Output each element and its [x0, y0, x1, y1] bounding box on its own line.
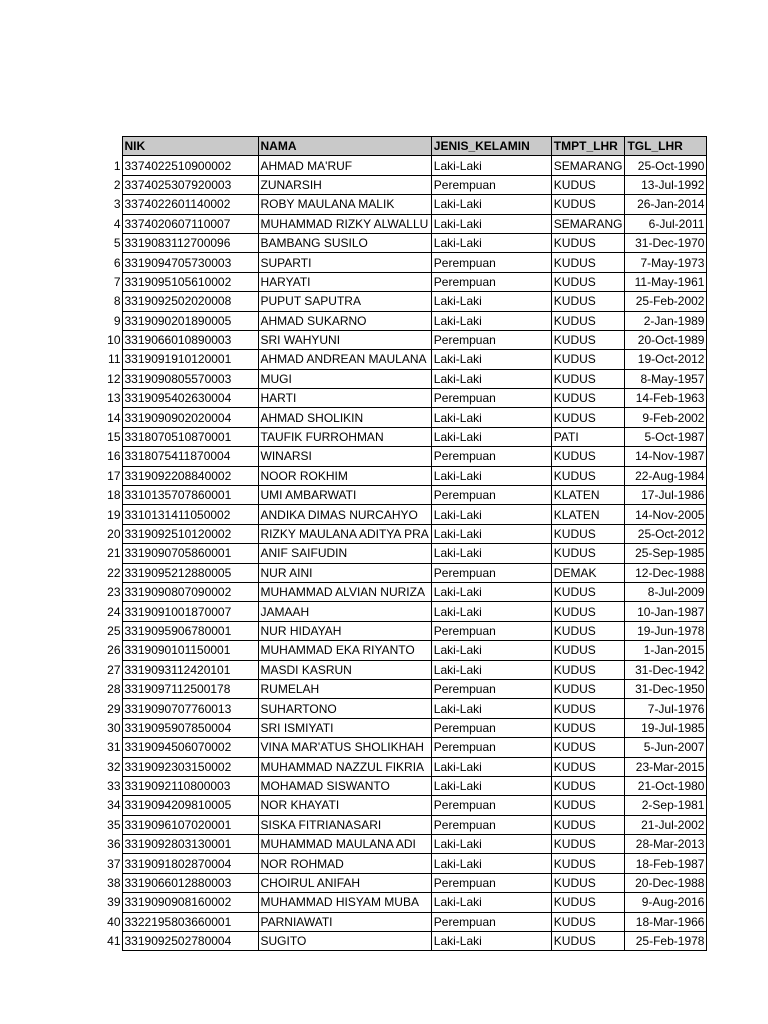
cell-nik[interactable]: 3319090807090002	[122, 582, 258, 601]
cell-nama[interactable]: TAUFIK FURROHMAN	[258, 427, 431, 446]
cell-nama[interactable]: SISKA FITRIANASARI	[258, 815, 431, 834]
cell-tgl-lhr[interactable]: 11-May-1961	[625, 272, 707, 291]
cell-nama[interactable]: MUHAMMAD EKA RIYANTO	[258, 641, 431, 660]
cell-nama[interactable]: ROBY MAULANA MALIK	[258, 195, 431, 214]
table-row	[100, 835, 707, 854]
table-row	[100, 854, 707, 873]
cell-nik[interactable]: 3319092803130001	[122, 835, 258, 854]
header-tgl-lhr[interactable]: TGL_LHR	[625, 137, 707, 156]
cell-nama[interactable]: PARNIAWATI	[258, 912, 431, 931]
cell-nama[interactable]: AHMAD SHOLIKIN	[258, 408, 431, 427]
cell-tmpt-lhr[interactable]: KLATEN	[551, 505, 625, 524]
cell-nama[interactable]: MASDI KASRUN	[258, 660, 431, 679]
cell-nama[interactable]: AHMAD MA'RUF	[258, 156, 431, 175]
cell-tgl-lhr[interactable]: 7-May-1973	[625, 253, 707, 272]
cell-nik[interactable]: 3322195803660001	[122, 912, 258, 931]
cell-nama[interactable]: SUGITO	[258, 932, 431, 951]
cell-jenis-kelamin[interactable]: Laki-Laki	[431, 233, 551, 252]
row-number: 36	[107, 837, 121, 852]
cell-nik[interactable]: 3319083112700096	[122, 233, 258, 252]
cell-jenis-kelamin[interactable]: Laki-Laki	[431, 699, 551, 718]
cell-nik[interactable]: 3319093112420101	[122, 660, 258, 679]
row-number: 26	[107, 643, 121, 658]
cell-tgl-lhr[interactable]: 2-Jan-1989	[625, 311, 707, 330]
cell-tmpt-lhr[interactable]: KUDUS	[551, 369, 625, 388]
row-number: 16	[107, 449, 121, 464]
cell-tmpt-lhr[interactable]: KUDUS	[551, 544, 625, 563]
row-number: 37	[107, 856, 121, 871]
table-row	[100, 932, 707, 951]
cell-tmpt-lhr[interactable]: KUDUS	[551, 292, 625, 311]
cell-nik[interactable]: 3319097112500178	[122, 679, 258, 698]
row-number: 7	[113, 274, 121, 289]
cell-tgl-lhr[interactable]: 22-Aug-1984	[625, 466, 707, 485]
cell-nik[interactable]: 3319066012880003	[122, 873, 258, 892]
row-number: 35	[107, 817, 121, 832]
row-number: 34	[107, 798, 121, 813]
row-number: 6	[113, 255, 121, 270]
row-number: 10	[107, 333, 121, 348]
cell-nama[interactable]: MUHAMMAD NAZZUL FIKRIA	[258, 757, 431, 776]
table-row	[100, 563, 707, 582]
cell-tgl-lhr[interactable]: 1-Jan-2015	[625, 641, 707, 660]
cell-nama[interactable]: SUHARTONO	[258, 699, 431, 718]
table-row	[100, 660, 707, 679]
table-row	[100, 389, 707, 408]
cell-nik[interactable]: 3319092208840002	[122, 466, 258, 485]
cell-nama[interactable]: AHMAD SUKARNO	[258, 311, 431, 330]
cell-jenis-kelamin[interactable]: Perempuan	[431, 175, 551, 194]
cell-nama[interactable]: NUR AINI	[258, 563, 431, 582]
cell-nik[interactable]: 3319090805570003	[122, 369, 258, 388]
cell-nik[interactable]: 3319066010890003	[122, 330, 258, 349]
cell-nik[interactable]: 3319095212880005	[122, 563, 258, 582]
cell-tmpt-lhr[interactable]: KLATEN	[551, 486, 625, 505]
row-number: 8	[113, 294, 121, 309]
cell-nama[interactable]: ZUNARSIH	[258, 175, 431, 194]
table-row	[100, 738, 707, 757]
table-row	[100, 253, 707, 272]
cell-tmpt-lhr[interactable]: KUDUS	[551, 195, 625, 214]
cell-nik[interactable]: 3319095907850004	[122, 718, 258, 737]
cell-tmpt-lhr[interactable]: KUDUS	[551, 738, 625, 757]
cell-jenis-kelamin[interactable]: Laki-Laki	[431, 854, 551, 873]
cell-nik[interactable]: 3319092303150002	[122, 757, 258, 776]
table-row	[100, 524, 707, 543]
cell-tgl-lhr[interactable]: 25-Sep-1985	[625, 544, 707, 563]
cell-jenis-kelamin[interactable]: Perempuan	[431, 272, 551, 291]
row-number: 4	[113, 216, 121, 231]
cell-nama[interactable]: HARTI	[258, 389, 431, 408]
cell-jenis-kelamin[interactable]: Perempuan	[431, 679, 551, 698]
cell-nik[interactable]: 3319095402630004	[122, 389, 258, 408]
cell-tgl-lhr[interactable]: 31-Dec-1942	[625, 660, 707, 679]
cell-nik[interactable]: 3319096107020001	[122, 815, 258, 834]
row-number: 1	[113, 158, 121, 173]
row-number: 23	[107, 585, 121, 600]
cell-nama[interactable]: MUHAMMAD HISYAM MUBA	[258, 893, 431, 912]
table-row	[100, 175, 707, 194]
cell-nama[interactable]: WINARSI	[258, 447, 431, 466]
row-number: 19	[107, 507, 121, 522]
table-row	[100, 796, 707, 815]
cell-tgl-lhr[interactable]: 14-Nov-1987	[625, 447, 707, 466]
table-row	[100, 582, 707, 601]
cell-tmpt-lhr[interactable]: KUDUS	[551, 679, 625, 698]
cell-tgl-lhr[interactable]: 18-Mar-1966	[625, 912, 707, 931]
cell-nik[interactable]: 3374020607110007	[122, 214, 258, 233]
row-number: 12	[107, 371, 121, 386]
cell-tgl-lhr[interactable]: 8-May-1957	[625, 369, 707, 388]
cell-nama[interactable]: NOOR ROKHIM	[258, 466, 431, 485]
cell-tmpt-lhr[interactable]: KUDUS	[551, 912, 625, 931]
cell-tgl-lhr[interactable]: 10-Jan-1987	[625, 602, 707, 621]
cell-tgl-lhr[interactable]: 7-Jul-1976	[625, 699, 707, 718]
cell-tgl-lhr[interactable]: 2-Sep-1981	[625, 796, 707, 815]
cell-jenis-kelamin[interactable]: Laki-Laki	[431, 582, 551, 601]
cell-nama[interactable]: PUPUT SAPUTRA	[258, 292, 431, 311]
row-number: 29	[107, 701, 121, 716]
table-row	[100, 292, 707, 311]
cell-tmpt-lhr[interactable]: KUDUS	[551, 854, 625, 873]
cell-nama[interactable]: MUHAMMAD ALVIAN NURIZA	[258, 582, 431, 601]
header-nik[interactable]: NIK	[122, 137, 258, 156]
cell-tgl-lhr[interactable]: 28-Mar-2013	[625, 835, 707, 854]
cell-jenis-kelamin[interactable]: Laki-Laki	[431, 641, 551, 660]
cell-jenis-kelamin[interactable]: Perempuan	[431, 389, 551, 408]
row-number: 41	[107, 934, 121, 949]
cell-nik[interactable]: 3319092110800003	[122, 776, 258, 795]
cell-nama[interactable]: MUHAMMAD MAULANA ADI	[258, 835, 431, 854]
cell-jenis-kelamin[interactable]: Laki-Laki	[431, 757, 551, 776]
row-number: 25	[107, 623, 121, 638]
table-row	[100, 195, 707, 214]
cell-jenis-kelamin[interactable]: Laki-Laki	[431, 544, 551, 563]
cell-tgl-lhr[interactable]: 25-Oct-1990	[625, 156, 707, 175]
row-number: 5	[113, 236, 121, 251]
cell-jenis-kelamin[interactable]: Laki-Laki	[431, 292, 551, 311]
row-number: 40	[107, 914, 121, 929]
cell-tmpt-lhr[interactable]: KUDUS	[551, 175, 625, 194]
cell-nik[interactable]: 3319090705860001	[122, 544, 258, 563]
cell-tmpt-lhr[interactable]: KUDUS	[551, 835, 625, 854]
row-number: 22	[107, 565, 121, 580]
cell-nik[interactable]: 3374022510900002	[122, 156, 258, 175]
cell-jenis-kelamin[interactable]: Perempuan	[431, 738, 551, 757]
cell-tgl-lhr[interactable]: 21-Oct-1980	[625, 776, 707, 795]
cell-jenis-kelamin[interactable]: Perempuan	[431, 253, 551, 272]
cell-nik[interactable]: 3319092510120002	[122, 524, 258, 543]
cell-tgl-lhr[interactable]: 20-Dec-1988	[625, 873, 707, 892]
cell-tmpt-lhr[interactable]: KUDUS	[551, 408, 625, 427]
cell-tmpt-lhr[interactable]: KUDUS	[551, 447, 625, 466]
cell-jenis-kelamin[interactable]: Perempuan	[431, 447, 551, 466]
cell-jenis-kelamin[interactable]: Perempuan	[431, 815, 551, 834]
cell-tgl-lhr[interactable]: 9-Aug-2016	[625, 893, 707, 912]
cell-tmpt-lhr[interactable]: KUDUS	[551, 350, 625, 369]
cell-nama[interactable]: AHMAD ANDREAN MAULANA	[258, 350, 431, 369]
cell-jenis-kelamin[interactable]: Perempuan	[431, 330, 551, 349]
cell-jenis-kelamin[interactable]: Laki-Laki	[431, 776, 551, 795]
cell-nama[interactable]: ANDIKA DIMAS NURCAHYO	[258, 505, 431, 524]
cell-tgl-lhr[interactable]: 17-Jul-1986	[625, 486, 707, 505]
header-tmpt-lhr[interactable]: TMPT_LHR	[551, 137, 625, 156]
cell-nama[interactable]: SUPARTI	[258, 253, 431, 272]
table-row	[100, 718, 707, 737]
row-number: 28	[107, 682, 121, 697]
cell-nik[interactable]: 3319095105610002	[122, 272, 258, 291]
cell-nama[interactable]: HARYATI	[258, 272, 431, 291]
row-number: 21	[107, 546, 121, 561]
cell-tmpt-lhr[interactable]: KUDUS	[551, 699, 625, 718]
cell-jenis-kelamin[interactable]: Laki-Laki	[431, 660, 551, 679]
row-number: 33	[107, 779, 121, 794]
cell-tgl-lhr[interactable]: 13-Jul-1992	[625, 175, 707, 194]
cell-nama[interactable]: NOR ROHMAD	[258, 854, 431, 873]
cell-tgl-lhr[interactable]: 31-Dec-1970	[625, 233, 707, 252]
row-number: 24	[107, 604, 121, 619]
cell-tmpt-lhr[interactable]: KUDUS	[551, 932, 625, 951]
cell-jenis-kelamin[interactable]: Laki-Laki	[431, 311, 551, 330]
table-row	[100, 544, 707, 563]
cell-jenis-kelamin[interactable]: Perempuan	[431, 486, 551, 505]
cell-tmpt-lhr[interactable]: KUDUS	[551, 524, 625, 543]
cell-tgl-lhr[interactable]: 5-Jun-2007	[625, 738, 707, 757]
cell-tgl-lhr[interactable]: 8-Jul-2009	[625, 582, 707, 601]
cell-nik[interactable]: 3310135707860001	[122, 486, 258, 505]
table-row	[100, 757, 707, 776]
row-number: 15	[107, 430, 121, 445]
cell-nik[interactable]: 3319090707760013	[122, 699, 258, 718]
row-number: 3	[113, 197, 121, 212]
cell-jenis-kelamin[interactable]: Laki-Laki	[431, 602, 551, 621]
cell-jenis-kelamin[interactable]: Laki-Laki	[431, 932, 551, 951]
row-number: 30	[107, 720, 121, 735]
cell-nama[interactable]: MOHAMAD SISWANTO	[258, 776, 431, 795]
cell-tgl-lhr[interactable]: 6-Jul-2011	[625, 214, 707, 233]
cell-nama[interactable]: UMI AMBARWATI	[258, 486, 431, 505]
cell-tgl-lhr[interactable]: 25-Feb-2002	[625, 292, 707, 311]
header-jenis-kelamin[interactable]: JENIS_KELAMIN	[431, 137, 551, 156]
cell-jenis-kelamin[interactable]: Laki-Laki	[431, 427, 551, 446]
cell-nik[interactable]: 3374022601140002	[122, 195, 258, 214]
table-row	[100, 699, 707, 718]
cell-nik[interactable]: 3319094209810005	[122, 796, 258, 815]
table-row	[100, 408, 707, 427]
cell-tmpt-lhr[interactable]: KUDUS	[551, 233, 625, 252]
row-number: 17	[107, 468, 121, 483]
row-number: 38	[107, 876, 121, 891]
cell-jenis-kelamin[interactable]: Laki-Laki	[431, 350, 551, 369]
cell-tmpt-lhr[interactable]: KUDUS	[551, 582, 625, 601]
table-row	[100, 776, 707, 795]
cell-tmpt-lhr[interactable]: KUDUS	[551, 873, 625, 892]
cell-nik[interactable]: 3319094705730003	[122, 253, 258, 272]
cell-jenis-kelamin[interactable]: Laki-Laki	[431, 195, 551, 214]
row-number: 39	[107, 895, 121, 910]
cell-nama[interactable]: NUR HIDAYAH	[258, 621, 431, 640]
table-row	[100, 311, 707, 330]
cell-tmpt-lhr[interactable]: KUDUS	[551, 641, 625, 660]
cell-jenis-kelamin[interactable]: Laki-Laki	[431, 466, 551, 485]
cell-nama[interactable]: SRI ISMIYATI	[258, 718, 431, 737]
cell-nama[interactable]: BAMBANG SUSILO	[258, 233, 431, 252]
cell-nama[interactable]: RIZKY MAULANA ADITYA PRA	[258, 524, 431, 543]
cell-jenis-kelamin[interactable]: Perempuan	[431, 563, 551, 582]
row-number: 31	[107, 740, 121, 755]
cell-nama[interactable]: JAMAAH	[258, 602, 431, 621]
cell-nik[interactable]: 3319091910120001	[122, 350, 258, 369]
cell-tmpt-lhr[interactable]: PATI	[551, 427, 625, 446]
cell-tmpt-lhr[interactable]: SEMARANG	[551, 156, 625, 175]
header-rownum-cell	[100, 137, 122, 156]
cell-tmpt-lhr[interactable]: KUDUS	[551, 776, 625, 795]
cell-jenis-kelamin[interactable]: Laki-Laki	[431, 156, 551, 175]
cell-tgl-lhr[interactable]: 31-Dec-1950	[625, 679, 707, 698]
table-row	[100, 679, 707, 698]
cell-nik[interactable]: 3319090101150001	[122, 641, 258, 660]
cell-tmpt-lhr[interactable]: KUDUS	[551, 621, 625, 640]
cell-nik[interactable]: 3319090902020004	[122, 408, 258, 427]
cell-tgl-lhr[interactable]: 18-Feb-1987	[625, 854, 707, 873]
table-row	[100, 214, 707, 233]
cell-tmpt-lhr[interactable]: DEMAK	[551, 563, 625, 582]
cell-tmpt-lhr[interactable]: KUDUS	[551, 330, 625, 349]
cell-tgl-lhr[interactable]: 19-Oct-2012	[625, 350, 707, 369]
cell-nama[interactable]: ANIF SAIFUDIN	[258, 544, 431, 563]
cell-tmpt-lhr[interactable]: KUDUS	[551, 466, 625, 485]
cell-tmpt-lhr[interactable]: KUDUS	[551, 893, 625, 912]
cell-tgl-lhr[interactable]: 9-Feb-2002	[625, 408, 707, 427]
cell-nama[interactable]: NOR KHAYATI	[258, 796, 431, 815]
cell-jenis-kelamin[interactable]: Laki-Laki	[431, 408, 551, 427]
table-row	[100, 369, 707, 388]
row-number: 14	[107, 410, 121, 425]
cell-tgl-lhr[interactable]: 19-Jul-1985	[625, 718, 707, 737]
cell-tmpt-lhr[interactable]: KUDUS	[551, 718, 625, 737]
table-row	[100, 330, 707, 349]
cell-nik[interactable]: 3318070510870001	[122, 427, 258, 446]
cell-tmpt-lhr[interactable]: KUDUS	[551, 796, 625, 815]
table-row	[100, 893, 707, 912]
table-header-row	[100, 137, 707, 156]
cell-tgl-lhr[interactable]: 5-Oct-1987	[625, 427, 707, 446]
cell-nik[interactable]: 3319090201890005	[122, 311, 258, 330]
table-row	[100, 621, 707, 640]
cell-nik[interactable]: 3319095906780001	[122, 621, 258, 640]
cell-jenis-kelamin[interactable]: Laki-Laki	[431, 505, 551, 524]
table-row	[100, 912, 707, 931]
cell-nama[interactable]: SRI WAHYUNI	[258, 330, 431, 349]
cell-tgl-lhr[interactable]: 23-Mar-2015	[625, 757, 707, 776]
cell-nik[interactable]: 3318075411870004	[122, 447, 258, 466]
table-row	[100, 272, 707, 291]
cell-jenis-kelamin[interactable]: Laki-Laki	[431, 214, 551, 233]
row-number: 20	[107, 527, 121, 541]
table-row	[100, 602, 707, 621]
cell-tgl-lhr[interactable]: 25-Oct-2012	[625, 524, 707, 543]
cell-tgl-lhr[interactable]: 26-Jan-2014	[625, 195, 707, 214]
table-row	[100, 873, 707, 892]
cell-tmpt-lhr[interactable]: KUDUS	[551, 757, 625, 776]
cell-nik[interactable]: 3319092502020008	[122, 292, 258, 311]
cell-tmpt-lhr[interactable]: SEMARANG	[551, 214, 625, 233]
spreadsheet-sheet	[100, 136, 707, 951]
cell-nik[interactable]: 3319091001870007	[122, 602, 258, 621]
cell-tmpt-lhr[interactable]: KUDUS	[551, 272, 625, 291]
data-table	[100, 136, 707, 951]
cell-nama[interactable]: VINA MAR'ATUS SHOLIKHAH	[258, 738, 431, 757]
cell-tgl-lhr[interactable]: 25-Feb-1978	[625, 932, 707, 951]
cell-nama[interactable]: RUMELAH	[258, 679, 431, 698]
cell-jenis-kelamin[interactable]: Perempuan	[431, 873, 551, 892]
cell-jenis-kelamin[interactable]: Perempuan	[431, 621, 551, 640]
cell-nama[interactable]: CHOIRUL ANIFAH	[258, 873, 431, 892]
cell-nik[interactable]: 3319094506070002	[122, 738, 258, 757]
cell-nik[interactable]: 3374025307920003	[122, 175, 258, 194]
cell-nik[interactable]: 3319092502780004	[122, 932, 258, 951]
cell-jenis-kelamin[interactable]: Perempuan	[431, 718, 551, 737]
cell-tmpt-lhr[interactable]: KUDUS	[551, 602, 625, 621]
cell-jenis-kelamin[interactable]: Perempuan	[431, 796, 551, 815]
cell-tmpt-lhr[interactable]: KUDUS	[551, 311, 625, 330]
cell-jenis-kelamin[interactable]: Perempuan	[431, 912, 551, 931]
table-row	[100, 233, 707, 252]
table-row	[100, 447, 707, 466]
cell-tmpt-lhr[interactable]: KUDUS	[551, 253, 625, 272]
cell-jenis-kelamin[interactable]: Laki-Laki	[431, 524, 551, 543]
table-row	[100, 815, 707, 834]
cell-tmpt-lhr[interactable]: KUDUS	[551, 815, 625, 834]
cell-nik[interactable]: 3319090908160002	[122, 893, 258, 912]
table-row	[100, 641, 707, 660]
cell-jenis-kelamin[interactable]: Laki-Laki	[431, 369, 551, 388]
table-row	[100, 427, 707, 446]
cell-jenis-kelamin[interactable]: Laki-Laki	[431, 835, 551, 854]
table-row	[100, 505, 707, 524]
cell-nik[interactable]: 3310131411050002	[122, 505, 258, 524]
cell-jenis-kelamin[interactable]: Laki-Laki	[431, 893, 551, 912]
row-number: 27	[107, 662, 121, 677]
cell-nama[interactable]: MUGI	[258, 369, 431, 388]
table-row	[100, 466, 707, 485]
table-row	[100, 486, 707, 505]
cell-tgl-lhr[interactable]: 14-Nov-2005	[625, 505, 707, 524]
cell-nama[interactable]: MUHAMMAD RIZKY ALWALLU	[258, 214, 431, 233]
row-number: 13	[107, 391, 121, 406]
row-number: 9	[113, 313, 121, 328]
row-number: 18	[107, 488, 121, 503]
row-number: 32	[107, 759, 121, 774]
header-nama[interactable]: NAMA	[258, 137, 431, 156]
row-number: 2	[113, 177, 121, 192]
table-row	[100, 350, 707, 369]
cell-tmpt-lhr[interactable]: KUDUS	[551, 660, 625, 679]
cell-tgl-lhr[interactable]: 21-Jul-2002	[625, 815, 707, 834]
table-row	[100, 156, 707, 175]
row-number: 11	[108, 352, 121, 367]
cell-tgl-lhr[interactable]: 12-Dec-1988	[625, 563, 707, 582]
cell-tmpt-lhr[interactable]: KUDUS	[551, 389, 625, 408]
cell-tgl-lhr[interactable]: 14-Feb-1963	[625, 389, 707, 408]
cell-tgl-lhr[interactable]: 19-Jun-1978	[625, 621, 707, 640]
cell-tgl-lhr[interactable]: 20-Oct-1989	[625, 330, 707, 349]
cell-nik[interactable]: 3319091802870004	[122, 854, 258, 873]
